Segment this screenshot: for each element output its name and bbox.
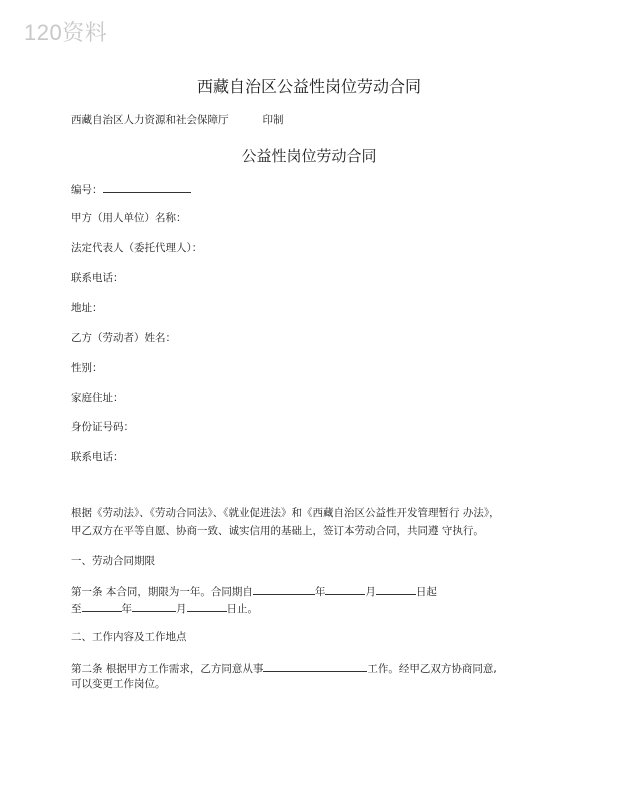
contract-title: 公益性岗位劳动合同 (241, 147, 377, 165)
number-blank[interactable] (103, 180, 191, 193)
issuer-name: 西藏自治区人力资源和社会保障厅 (71, 114, 229, 126)
start-year-blank[interactable] (253, 582, 315, 595)
article-2-text: 第二条 根据甲方工作需求，乙方同意从事 (71, 663, 264, 675)
watermark: 120资料 (24, 20, 108, 45)
document-title: 西藏自治区公益性岗位劳动合同 (196, 77, 421, 96)
end-year-blank[interactable] (82, 599, 122, 612)
gender-label: 性别： (71, 362, 103, 374)
end-day-blank[interactable] (187, 599, 227, 612)
article-2-text-cont: 工作。经甲乙双方协商同意, (367, 663, 497, 675)
article-1-text: 第一条 本合同，期限为一年。合同期自 (71, 586, 253, 598)
preamble-line-1: 根据《劳动法》、《劳动合同法》、《就业促进法》和《西藏自治区公益性开发管理暂行 办法》， (71, 507, 500, 519)
id-number-label: 身份证号码： (71, 421, 134, 433)
phone-b-label: 联系电话： (71, 451, 124, 463)
day-end-label: 日止。 (226, 603, 258, 615)
preamble-line-2: 甲乙双方在平等自愿、协商一致、诚实信用的基础上，签订本劳动合同，共同遵 守执行。 (71, 525, 484, 537)
party-a-name-label: 甲方（用人单位）名称： (71, 212, 187, 224)
article-2-line-2: 可以变更工作岗位。 (71, 678, 166, 690)
number-field (71, 180, 191, 197)
year-label: 年 (314, 586, 326, 598)
start-day-blank[interactable] (376, 582, 416, 595)
to-label: 至 (71, 603, 82, 615)
section-2-heading: 二、工作内容及工作地点 (71, 631, 187, 643)
issuer-line (71, 112, 284, 127)
day-start-label: 日起 (415, 586, 437, 598)
number-label: 编号： (71, 184, 103, 196)
year-label: 年 (121, 603, 132, 615)
month-label: 月 (365, 586, 376, 598)
month-label: 月 (176, 603, 187, 615)
article-1-line-2 (71, 599, 258, 618)
home-address-label: 家庭住址： (71, 392, 124, 404)
party-b-name-label: 乙方（劳动者）姓名： (71, 332, 176, 344)
section-1-heading: 一、劳动合同期限 (71, 555, 155, 567)
start-month-blank[interactable] (325, 582, 365, 595)
legal-rep-label: 法定代表人（委托代理人）： (71, 242, 203, 254)
job-blank[interactable] (263, 659, 367, 672)
address-label: 地址： (71, 302, 103, 314)
issuer-note: 印制 (262, 114, 284, 126)
phone-a-label: 联系电话： (71, 272, 124, 284)
end-month-blank[interactable] (132, 599, 176, 612)
